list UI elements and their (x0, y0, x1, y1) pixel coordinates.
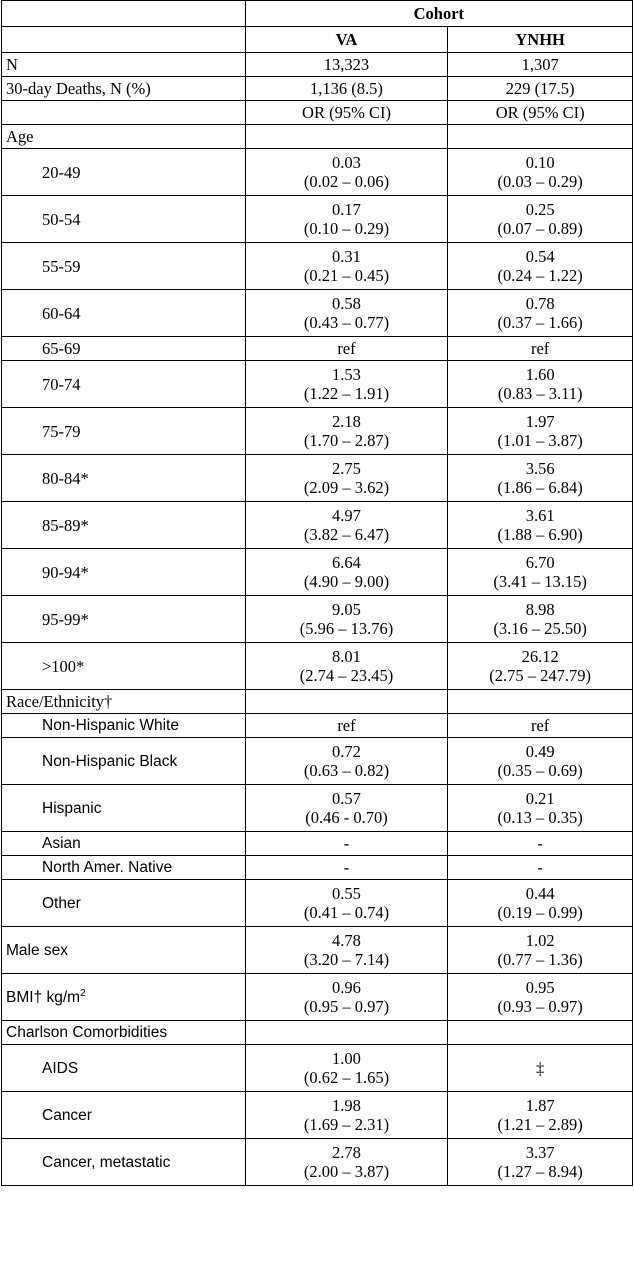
cell-value: - (343, 834, 350, 853)
ynhh-value (448, 196, 633, 243)
confidence-interval: (5.96 – 13.76) (299, 619, 394, 638)
ynhh-value (448, 880, 633, 927)
confidence-interval: (1.70 – 2.87) (303, 431, 390, 450)
ynhh-value (448, 596, 633, 643)
ynhh-value (448, 714, 633, 738)
row-label-text: 55-59 (42, 256, 81, 276)
empty-cell (2, 101, 246, 125)
row-label (2, 927, 246, 974)
row-label-text: Asian (42, 835, 81, 852)
empty-cell (245, 125, 448, 149)
odds-ratio: 0.58 (332, 294, 361, 313)
va-value (245, 1092, 448, 1139)
odds-ratio: 0.55 (332, 884, 361, 903)
confidence-interval: (0.10 – 0.29) (303, 219, 390, 238)
row-label (2, 243, 246, 290)
row-label (2, 832, 246, 856)
cell-value: ref (337, 716, 356, 735)
va-value (245, 714, 448, 738)
odds-ratio: 1.98 (332, 1096, 361, 1115)
confidence-interval: (0.83 – 3.11) (497, 384, 583, 403)
odds-ratio: 3.56 (525, 459, 555, 478)
va-value (245, 290, 448, 337)
row-label-text: Charlson Comorbidities (6, 1024, 168, 1041)
row-label-text: 20-49 (42, 162, 81, 182)
row-label-text: Hispanic (42, 799, 102, 817)
ynhh-value (448, 549, 633, 596)
va-value (245, 596, 448, 643)
ynhh-value (448, 785, 633, 832)
deaths-row (2, 77, 633, 101)
table-row (2, 1045, 633, 1092)
cell-value: ref (530, 339, 550, 358)
row-label (2, 974, 246, 1021)
row-label-text: 75-79 (42, 421, 81, 441)
column-header-row (2, 27, 633, 53)
row-label (2, 714, 246, 738)
va-value (245, 927, 448, 974)
n-row (2, 53, 633, 77)
row-label-text: 70-74 (42, 374, 81, 394)
row-label (2, 856, 246, 880)
row-label (2, 337, 246, 361)
row-label (2, 1045, 246, 1092)
section-row (2, 1021, 633, 1045)
row-label (2, 196, 246, 243)
va-value (245, 643, 448, 690)
table-row (2, 738, 633, 785)
table-row (2, 549, 633, 596)
row-label (2, 1139, 246, 1186)
va-value (245, 196, 448, 243)
confidence-interval: (3.16 – 25.50) (493, 619, 587, 638)
ynhh-value (448, 832, 633, 856)
va-value (245, 408, 448, 455)
va-value (245, 856, 448, 880)
odds-ratio: 1.87 (525, 1096, 555, 1115)
row-label-text: North Amer. Native (42, 859, 173, 876)
ynhh-value (448, 1045, 633, 1092)
va-value (245, 880, 448, 927)
odds-ratio: 6.70 (525, 553, 555, 572)
table-row (2, 880, 633, 927)
odds-ratio: 2.75 (332, 459, 361, 478)
odds-ratio: 2.18 (332, 412, 361, 431)
confidence-interval: (0.77 – 1.36) (497, 950, 583, 969)
confidence-interval: (0.21 – 0.45) (303, 266, 390, 285)
table-row (2, 243, 633, 290)
empty-cell (245, 1021, 448, 1045)
corner-cell (2, 1, 246, 27)
row-label-text: Male sex (6, 941, 69, 959)
cohort-header-row (2, 1, 633, 27)
confidence-interval: (0.19 – 0.99) (497, 903, 583, 922)
va-value (245, 502, 448, 549)
va-header: VA (245, 27, 448, 53)
cell-value: - (343, 858, 350, 877)
cell-value: ref (337, 339, 356, 358)
row-label-text: BMI† kg/m (6, 988, 81, 1006)
row-label (2, 408, 246, 455)
odds-ratio: 0.57 (332, 789, 361, 808)
confidence-interval: (4.90 – 9.00) (303, 572, 390, 591)
confidence-interval: (0.41 – 0.74) (303, 903, 390, 922)
unit-superscript: 2 (80, 987, 86, 999)
cell-value: ref (530, 716, 550, 735)
odds-ratio: 0.17 (332, 200, 361, 219)
odds-ratio: 1.53 (332, 365, 361, 384)
row-label-text: Non-Hispanic Black (42, 752, 178, 770)
odds-ratio: 0.21 (525, 789, 555, 808)
confidence-interval: (1.69 – 2.31) (303, 1115, 390, 1134)
odds-ratio: 0.72 (332, 742, 361, 761)
odds-ratio: 2.78 (332, 1143, 361, 1162)
deaths-ynhh: 229 (17.5) (448, 77, 633, 101)
row-label-text: Cancer, metastatic (42, 1153, 171, 1171)
ynhh-value (448, 502, 633, 549)
section-row (2, 125, 633, 149)
section-row (2, 690, 633, 714)
confidence-interval: (0.43 – 0.77) (303, 313, 390, 332)
odds-ratio: 6.64 (332, 553, 361, 572)
ynhh-value (448, 1139, 633, 1186)
row-label (2, 149, 246, 196)
confidence-interval: (1.01 – 3.87) (497, 431, 583, 450)
table-row (2, 927, 633, 974)
confidence-interval: (0.03 – 0.29) (497, 172, 583, 191)
confidence-interval: (0.24 – 1.22) (497, 266, 583, 285)
empty-cell (448, 1021, 633, 1045)
table-row (2, 785, 633, 832)
confidence-interval: (0.93 – 0.97) (497, 997, 583, 1016)
row-label (2, 455, 246, 502)
ynhh-value (448, 290, 633, 337)
table-row (2, 856, 633, 880)
confidence-interval: (0.62 – 1.65) (303, 1068, 390, 1087)
confidence-interval: (1.88 – 6.90) (497, 525, 583, 544)
table-row (2, 596, 633, 643)
odds-ratio: 1.00 (332, 1049, 361, 1068)
va-value (245, 149, 448, 196)
confidence-interval: (0.13 – 0.35) (497, 808, 583, 827)
va-value (245, 832, 448, 856)
odds-ratio: 3.37 (525, 1143, 555, 1162)
odds-ratio: 0.25 (525, 200, 555, 219)
n-ynhh: 1,307 (448, 53, 633, 77)
confidence-interval: (0.02 – 0.06) (303, 172, 390, 191)
n-label: N (2, 53, 246, 77)
row-label-text: Cancer (42, 1106, 92, 1124)
odds-ratio: 0.49 (525, 742, 555, 761)
confidence-interval: (0.63 – 0.82) (303, 761, 390, 780)
row-label (2, 361, 246, 408)
odds-ratio: 26.12 (521, 647, 559, 666)
va-value (245, 361, 448, 408)
row-label-text: 80-84* (42, 468, 89, 488)
odds-ratio: 0.95 (525, 978, 555, 997)
row-label-text: Other (42, 894, 81, 912)
or-header-va: OR (95% CI) (245, 101, 448, 125)
table-row (2, 455, 633, 502)
or-table (1, 0, 633, 1186)
ynhh-value (448, 337, 633, 361)
corner-cell (2, 27, 246, 53)
row-label-text: Non-Hispanic White (42, 717, 179, 734)
confidence-interval: (3.41 – 13.15) (493, 572, 587, 591)
table-row (2, 196, 633, 243)
ynhh-header: YNHH (448, 27, 633, 53)
va-value (245, 455, 448, 502)
confidence-interval: (3.82 – 6.47) (303, 525, 390, 544)
odds-ratio: 0.78 (525, 294, 555, 313)
row-label (2, 290, 246, 337)
table-row (2, 974, 633, 1021)
ynhh-value (448, 149, 633, 196)
va-value (245, 549, 448, 596)
ynhh-value (448, 643, 633, 690)
row-label-text: 60-64 (42, 303, 81, 323)
ynhh-value (448, 361, 633, 408)
row-label (2, 1021, 246, 1045)
ynhh-value (448, 927, 633, 974)
confidence-interval: (1.27 – 8.94) (497, 1162, 583, 1181)
odds-ratio: 0.96 (332, 978, 361, 997)
table-row (2, 1092, 633, 1139)
row-label (2, 502, 246, 549)
confidence-interval: (0.37 – 1.66) (497, 313, 583, 332)
confidence-interval: (1.86 – 6.84) (497, 478, 583, 497)
cohort-header: Cohort (245, 1, 632, 27)
table-row (2, 290, 633, 337)
deaths-label: 30-day Deaths, N (%) (2, 77, 246, 101)
table-row (2, 643, 633, 690)
odds-ratio: 9.05 (332, 600, 361, 619)
table-row (2, 714, 633, 738)
odds-ratio: 8.01 (332, 647, 361, 666)
ynhh-value (448, 974, 633, 1021)
ynhh-value (448, 1092, 633, 1139)
ynhh-value (448, 738, 633, 785)
confidence-interval: (0.35 – 0.69) (497, 761, 583, 780)
empty-cell (448, 690, 633, 714)
deaths-va: 1,136 (8.5) (245, 77, 448, 101)
table-row (2, 337, 633, 361)
row-label-text: AIDS (42, 1059, 79, 1077)
table-row (2, 149, 633, 196)
odds-ratio: 0.03 (332, 153, 361, 172)
ynhh-value (448, 455, 633, 502)
table-row (2, 502, 633, 549)
va-value (245, 1139, 448, 1186)
va-value (245, 243, 448, 290)
n-va: 13,323 (245, 53, 448, 77)
ynhh-value (448, 856, 633, 880)
row-label-text: 50-54 (42, 209, 81, 229)
confidence-interval: (3.20 – 7.14) (303, 950, 390, 969)
confidence-interval: (0.95 – 0.97) (303, 997, 390, 1016)
odds-ratio: 4.78 (332, 931, 361, 950)
confidence-interval: (0.46 - 0.70) (305, 808, 388, 827)
va-value (245, 337, 448, 361)
or-header-row (2, 101, 633, 125)
row-label-text: Race/Ethnicity† (6, 692, 113, 711)
odds-ratio: 4.97 (332, 506, 361, 525)
ynhh-value (448, 408, 633, 455)
odds-ratio: 3.61 (525, 506, 555, 525)
ynhh-value (448, 243, 633, 290)
row-label-text: 90-94* (42, 562, 89, 582)
odds-ratio: 1.60 (525, 365, 555, 384)
row-label (2, 738, 246, 785)
odds-ratio: 1.97 (525, 412, 555, 431)
va-value (245, 785, 448, 832)
table-row (2, 832, 633, 856)
odds-ratio: 8.98 (525, 600, 555, 619)
row-label-text: >100* (42, 656, 85, 676)
odds-ratio: 0.44 (525, 884, 555, 903)
row-label (2, 785, 246, 832)
confidence-interval: (2.74 – 23.45) (299, 666, 394, 685)
table-row (2, 1139, 633, 1186)
va-value (245, 1045, 448, 1092)
cell-value: - (537, 858, 543, 877)
row-label (2, 596, 246, 643)
row-label (2, 880, 246, 927)
odds-ratio: 0.54 (525, 247, 555, 266)
empty-cell (448, 125, 633, 149)
confidence-interval: (2.75 – 247.79) (489, 666, 592, 685)
confidence-interval: (1.22 – 1.91) (303, 384, 390, 403)
row-label (2, 690, 246, 714)
empty-cell (245, 690, 448, 714)
cell-value: - (537, 834, 543, 853)
row-label (2, 1092, 246, 1139)
table-row (2, 361, 633, 408)
va-value (245, 738, 448, 785)
or-header-ynhh: OR (95% CI) (448, 101, 633, 125)
confidence-interval: (0.07 – 0.89) (497, 219, 583, 238)
row-label-text: 85-89* (42, 515, 89, 535)
row-label-text: 65-69 (42, 339, 81, 358)
va-value (245, 974, 448, 1021)
row-label (2, 643, 246, 690)
confidence-interval: (2.00 – 3.87) (303, 1162, 390, 1181)
table-row (2, 408, 633, 455)
row-label (2, 549, 246, 596)
confidence-interval: (2.09 – 3.62) (303, 478, 390, 497)
odds-ratio: 0.10 (525, 153, 555, 172)
row-label (2, 125, 246, 149)
row-label-text: 95-99* (42, 609, 89, 629)
cell-value: ‡ (536, 1058, 545, 1078)
confidence-interval: (1.21 – 2.89) (497, 1115, 583, 1134)
row-label-text: Age (6, 127, 34, 146)
odds-ratio: 0.31 (332, 247, 361, 266)
odds-ratio: 1.02 (525, 931, 555, 950)
